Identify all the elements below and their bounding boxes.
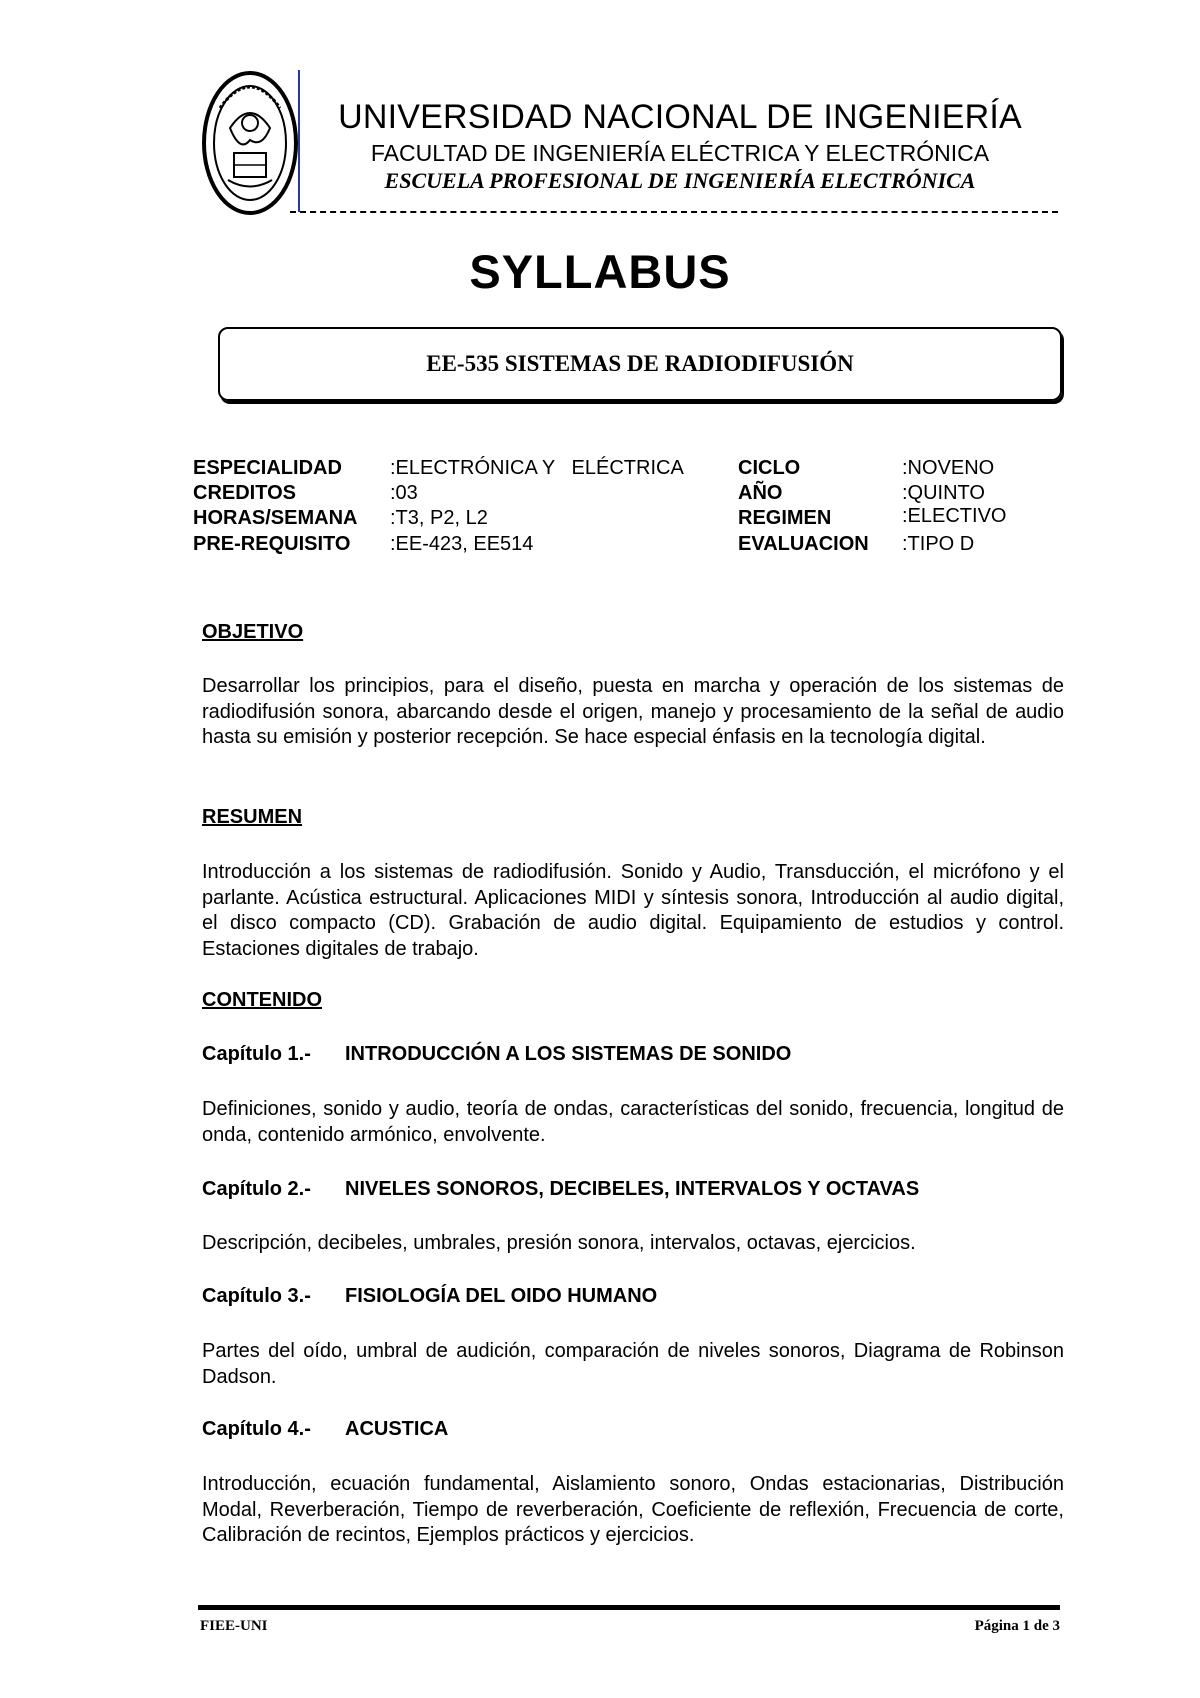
info-value-prerequisito: :EE-423, EE514 [390, 533, 534, 555]
section-heading-contenido: CONTENIDO [202, 989, 322, 1011]
objetivo-paragraph: Desarrollar los principios, para el diseño, puesta en marcha y operación de los sistemas de radiodifusión sonora, abarcando desde el origen, manejo y procesamiento de la señal de audio hasta su emisión y posterior recepción. Se hace especial énfasis en la tecnología digital. [202, 675, 1064, 748]
chapter-4-heading [202, 1418, 448, 1441]
info-label-horas: HORAS/SEMANA [193, 507, 358, 529]
chapter-title: FISIOLOGÍA DEL OIDO HUMANO [345, 1285, 658, 1307]
university-name: UNIVERSIDAD NACIONAL DE INGENIERÍA [338, 98, 1022, 136]
footer-left-label: FIEE-UNI [200, 1618, 268, 1634]
chapter-title: INTRODUCCIÓN A LOS SISTEMAS DE SONIDO [345, 1043, 792, 1065]
info-value-creditos: :03 [390, 482, 418, 504]
chapter-title: NIVELES SONOROS, DECIBELES, INTERVALOS Y OCTAVAS [345, 1178, 920, 1200]
chapter-4-text: Introducción, ecuación fundamental, Aislamiento sonoro, Ondas estacionarias, Distribución Modal, Reverberación, Tiempo de reverberación, Coeficiente de reflexión, Frecuencia de corte, Calibración de recintos, Ejemplos prácticos y ejercicios. [202, 1473, 1064, 1546]
info-label-especialidad: ESPECIALIDAD [193, 457, 342, 479]
info-label-creditos: CREDITOS [193, 482, 296, 504]
section-heading-resumen: RESUMEN [202, 806, 303, 828]
page-number: Página 1 de 3 [974, 1618, 1060, 1634]
chapter-3-heading [202, 1285, 657, 1308]
chapter-1-text: Definiciones, sonido y audio, teoría de ondas, características del sonido, frecuencia, longitud de onda, contenido armónico, envolvente. [202, 1098, 1064, 1146]
info-label-regimen: REGIMEN [738, 507, 832, 529]
chapter-3-text: Partes del oído, umbral de audición, comparación de niveles sonoros, Diagrama de Robinson Dadson. [202, 1340, 1064, 1388]
school-name: ESCUELA PROFESIONAL DE INGENIERÍA ELECTRÓNICA [384, 168, 976, 193]
info-label-anio: AÑO [738, 482, 783, 504]
chapter-title: ACUSTICA [345, 1418, 449, 1440]
info-value-evaluacion: :TIPO D [902, 533, 975, 555]
info-value-anio: :QUINTO [902, 482, 985, 504]
university-seal-logo [200, 68, 300, 218]
info-value-regimen: :ELECTIVO [902, 505, 1007, 527]
info-label-prerequisito: PRE-REQUISITO [193, 533, 351, 555]
info-value-horas: :T3, P2, L2 [390, 507, 488, 529]
header-dashed-rule [290, 211, 1058, 213]
chapter-number: Capítulo 3.- [202, 1285, 311, 1307]
section-heading-objetivo: OBJETIVO [202, 621, 304, 643]
chapter-number: Capítulo 4.- [202, 1418, 311, 1440]
faculty-name: FACULTAD DE INGENIERÍA ELÉCTRICA Y ELECTRÓNICA [370, 140, 990, 166]
chapter-number: Capítulo 1.- [202, 1043, 311, 1065]
chapter-number: Capítulo 2.- [202, 1178, 311, 1200]
info-value-especialidad: :ELECTRÓNICA Y ELÉCTRICA [390, 457, 684, 479]
resumen-paragraph: Introducción a los sistemas de radiodifusión. Sonido y Audio, Transducción, el micrófono y el parlante. Acústica estructural. Aplicaciones MIDI y síntesis sonora, Introducción al audio digital, el disco compacto (CD). Grabación de audio digital. Equipamiento de estudios y control. Estaciones digitales de trabajo. [202, 861, 1064, 960]
info-label-evaluacion: EVALUACION [738, 533, 869, 555]
info-value-ciclo: :NOVENO [902, 457, 995, 479]
info-label-ciclo: CICLO [738, 457, 801, 479]
page-title: SYLLABUS [469, 245, 731, 298]
course-title-box [218, 327, 1062, 401]
course-title: EE-535 SISTEMAS DE RADIODIFUSIÓN [426, 351, 854, 376]
chapter-2-text: Descripción, decibeles, umbrales, presión sonora, intervalos, octavas, ejercicios. [202, 1232, 916, 1254]
footer-rule [198, 1605, 1060, 1610]
chapter-1-heading [202, 1043, 791, 1066]
chapter-2-heading [202, 1178, 919, 1201]
